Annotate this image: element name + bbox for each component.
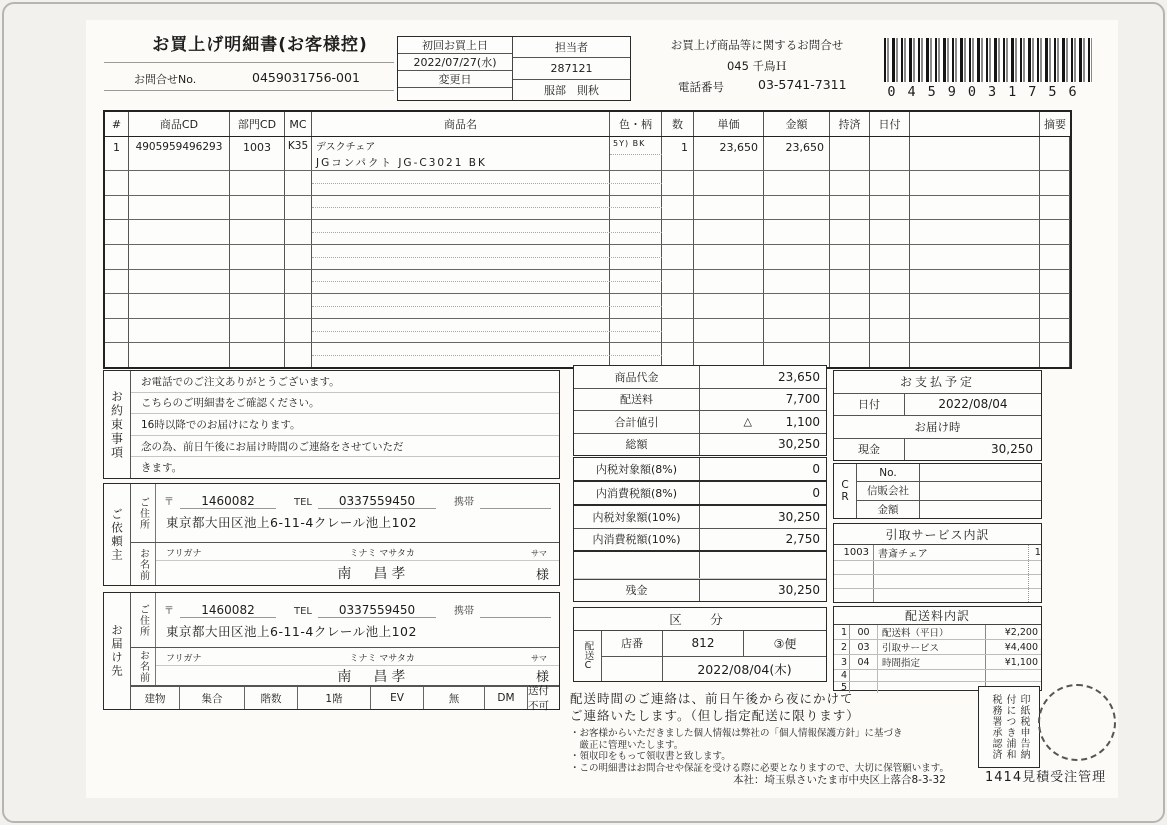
table-cell — [1040, 343, 1070, 367]
table-cell: 23,650 — [764, 137, 830, 170]
tel-label: TEL — [294, 497, 312, 508]
col-header-dept-cd: 部門CD — [230, 112, 285, 136]
zip-label: 〒 — [164, 497, 174, 508]
table-cell — [662, 294, 694, 318]
table-cell — [694, 319, 764, 343]
pickup-row — [834, 561, 1041, 575]
table-cell — [129, 294, 230, 318]
divider — [104, 62, 394, 63]
table-cell — [830, 196, 870, 220]
divider — [104, 90, 394, 91]
cr-company-label: 信販会社 — [857, 482, 920, 499]
category-title: 区 分 — [574, 608, 826, 631]
requester-address: 東京都大田区池上6-11-4クレール池上102 — [166, 515, 417, 530]
table-cell — [694, 196, 764, 220]
phone-number: 03-5741-7311 — [758, 77, 847, 92]
requester-address-label: ご住所 — [131, 484, 156, 542]
table-row — [105, 270, 1070, 295]
tax8-base-value: 0 — [812, 462, 820, 476]
privacy-notes — [570, 728, 980, 774]
table-cell — [830, 220, 870, 244]
credit-box — [833, 463, 1042, 519]
table-cell — [230, 270, 285, 294]
table-row — [105, 137, 1070, 171]
pickup-service-title: 引取サービス内訳 — [834, 524, 1041, 545]
table-cell — [764, 294, 830, 318]
pickup-row: 1003 書斎チェア 1 — [834, 545, 1041, 561]
table-row — [105, 196, 1070, 221]
table-cell: 5Y) BK — [610, 137, 662, 170]
change-date-value — [398, 88, 512, 100]
col-header-qty: 数 — [662, 112, 694, 136]
fee-row: 3 04 時間指定 ¥1,100 — [834, 655, 1041, 670]
pickup-service-box — [833, 523, 1042, 603]
table-cell — [129, 245, 230, 269]
payment-date: 2022/08/04 — [938, 397, 1008, 412]
table-cell — [830, 294, 870, 318]
table-cell — [105, 196, 129, 220]
page-title: お買上げ明細書(お客様控) — [152, 35, 368, 55]
table-cell: 4905959496293 — [129, 137, 230, 170]
table-cell — [285, 171, 312, 195]
dotted-divider — [610, 154, 662, 155]
table-cell — [662, 270, 694, 294]
table-cell — [662, 343, 694, 367]
staff-label: 担当者 — [513, 37, 630, 58]
delivery-fee-title: 配送料内訳 — [834, 607, 1041, 625]
pickup-row — [834, 589, 1041, 602]
change-date-label: 変更日 — [398, 71, 512, 88]
table-cell — [285, 319, 312, 343]
table-cell — [105, 171, 129, 195]
requester-name-label: お名前 — [131, 543, 156, 585]
col-header-blank — [910, 112, 1040, 136]
col-header-color: 色・柄 — [610, 112, 662, 136]
discount-label: 合計値引 — [574, 411, 700, 433]
dotted-divider — [312, 207, 662, 208]
delivery-c-label: 配送C — [574, 631, 602, 681]
table-cell — [910, 220, 1040, 244]
tax-stamp-approval-box — [978, 686, 1040, 768]
delivery-furigana: ミナミ マサタカ — [349, 654, 415, 664]
totals-box — [573, 365, 827, 456]
delivery-zip: 1460082 — [180, 603, 276, 618]
dotted-divider — [312, 331, 662, 332]
inquiry-no-label: お問合せNo. — [134, 73, 197, 86]
requester-name: 南 昌孝 — [337, 566, 410, 582]
table-cell — [129, 220, 230, 244]
table-cell — [662, 245, 694, 269]
delivery-name: 南 昌孝 — [337, 668, 410, 685]
table-cell — [764, 270, 830, 294]
table-cell: 23,650 — [694, 137, 764, 170]
table-cell — [1040, 137, 1070, 170]
delivery-fee-rows — [834, 625, 1041, 693]
payment-title: お支払予定 — [834, 371, 1041, 394]
table-cell — [285, 270, 312, 294]
stamp-column: 税務署承認済 — [990, 694, 1001, 760]
tax10-base-label: 内税対象額(10%) — [574, 506, 700, 528]
delivery-bin: ③便 — [773, 636, 797, 651]
contact-store: 045 千鳥Ｈ — [726, 59, 788, 73]
col-header-name: 商品名 — [312, 112, 610, 136]
table-cell — [910, 343, 1040, 367]
table-cell: K35 — [285, 137, 312, 170]
balance-value: 30,250 — [778, 583, 820, 598]
pickup-row — [834, 575, 1041, 589]
building-info-row — [131, 685, 559, 712]
table-row — [105, 319, 1070, 344]
tax-stamp-text — [988, 694, 1030, 760]
table-cell — [105, 220, 129, 244]
requester-zip: 1460082 — [180, 494, 276, 509]
table-cell: デスクチェア JGコンパクト JG-C3021 BK — [312, 137, 610, 170]
col-header-note: 摘要 — [1044, 118, 1066, 131]
table-cell — [285, 343, 312, 367]
tax8-base-box — [573, 457, 827, 481]
table-cell — [764, 171, 830, 195]
tax8-value: 0 — [812, 486, 820, 500]
delivery-time-note-line1: 配送時間のご連絡は、前日午後から夜にかけて — [570, 691, 854, 706]
table-cell — [230, 171, 285, 195]
table-cell — [105, 245, 129, 269]
col-header-amount: 金額 — [764, 112, 830, 136]
grand-total-value: 30,250 — [778, 437, 820, 452]
cr-label: CR — [834, 464, 857, 518]
table-cell — [662, 171, 694, 195]
privacy-note-line: ・この明細書はお問合せや保証を受ける際に必要となりますので、大切に保管願います。 — [570, 762, 950, 774]
table-cell — [830, 270, 870, 294]
table-cell — [694, 294, 764, 318]
table-cell — [910, 245, 1040, 269]
table-cell — [662, 220, 694, 244]
table-row — [105, 294, 1070, 319]
table-cell — [694, 245, 764, 269]
table-cell — [1040, 196, 1070, 220]
table-cell — [105, 343, 129, 367]
table-cell — [870, 220, 910, 244]
delivery-fee-box — [833, 606, 1042, 691]
contact-heading: お買上げ商品等に関するお問合せ — [670, 38, 844, 52]
table-cell — [830, 137, 870, 170]
store-no-value: 812 — [663, 631, 744, 656]
table-cell — [230, 319, 285, 343]
table-cell — [764, 319, 830, 343]
building-cell: EV — [371, 687, 424, 709]
table-cell — [870, 270, 910, 294]
promise-line: きます。 — [141, 462, 183, 475]
requester-honorific: 様 — [535, 567, 549, 583]
table-cell — [830, 319, 870, 343]
delivery-time-note-line2: ご連絡いたします。（但し指定配送に限ります） — [570, 708, 860, 723]
table-cell — [910, 270, 1040, 294]
table-cell — [129, 196, 230, 220]
payment-timing: お届け時 — [834, 416, 1041, 439]
cr-no-value — [920, 464, 1041, 481]
table-cell — [105, 270, 129, 294]
table-cell — [1040, 270, 1070, 294]
table-cell — [285, 196, 312, 220]
minus-triangle-icon: △ — [743, 415, 752, 429]
table-cell — [910, 196, 1040, 220]
barcode-digits: 0459031756 — [887, 84, 1089, 100]
table-cell — [694, 343, 764, 367]
table-cell — [1040, 220, 1070, 244]
table-cell: 1 — [662, 137, 694, 170]
table-cell — [129, 270, 230, 294]
table-cell — [129, 319, 230, 343]
table-cell: 1003 — [230, 137, 285, 170]
dotted-divider — [312, 232, 662, 233]
privacy-note-line: 厳正に管理いたします。 — [570, 739, 684, 751]
cash-value: 30,250 — [991, 442, 1033, 457]
requester-furigana: ミナミ マサタカ — [349, 549, 415, 559]
product-amount-value: 23,650 — [778, 369, 820, 384]
table-cell — [285, 220, 312, 244]
requester-box — [103, 483, 560, 586]
delivery-tel: 0337559450 — [318, 603, 436, 618]
grand-total-label: 総額 — [574, 434, 700, 456]
pickup-service-rows — [834, 545, 1041, 602]
shipping-fee-value: 7,700 — [785, 392, 820, 407]
staff-name: 服部 則秋 — [544, 83, 599, 97]
table-cell — [764, 245, 830, 269]
items-table — [103, 110, 1072, 369]
receipt-stamp-circle — [1038, 684, 1116, 761]
building-cell: 集合 — [180, 687, 245, 709]
table-cell — [105, 294, 129, 318]
table-cell — [910, 171, 1040, 195]
tax10-value: 2,750 — [785, 532, 820, 547]
table-cell — [662, 319, 694, 343]
building-cell: 階数 — [245, 687, 298, 709]
delivery-name-label: お名前 — [131, 648, 156, 685]
requester-tel: 0337559450 — [318, 494, 436, 509]
table-cell — [870, 319, 910, 343]
table-row — [105, 171, 1070, 196]
cr-amount-value — [920, 501, 1041, 518]
table-row — [105, 245, 1070, 270]
table-cell — [105, 319, 129, 343]
promise-line: お電話でのご注文ありがとうございます。 — [131, 371, 559, 393]
table-cell — [694, 171, 764, 195]
table-cell — [910, 137, 1040, 170]
privacy-note-line: ・領収印をもって領収書と致します。 — [570, 751, 731, 762]
table-cell — [830, 171, 870, 195]
inquiry-no-value: 0459031756-001 — [252, 70, 360, 85]
table-cell — [694, 270, 764, 294]
first-purchase-label: 初回お買上日 — [398, 37, 512, 54]
blank-cell — [602, 657, 663, 682]
items-table-body — [105, 137, 1070, 367]
purchase-date-staff-box — [397, 36, 631, 101]
table-cell — [230, 196, 285, 220]
table-cell — [230, 294, 285, 318]
items-table-header — [105, 112, 1070, 137]
col-header-paid: 持済 — [830, 112, 870, 136]
table-cell: 1 — [105, 137, 129, 170]
promise-label: お約束事項 — [104, 371, 131, 478]
table-cell — [764, 343, 830, 367]
col-header-mc: MC — [285, 112, 312, 136]
tax8-box — [573, 481, 827, 505]
table-row — [105, 220, 1070, 245]
promise-line: こちらのご明細書をご確認ください。 — [131, 393, 559, 415]
dotted-divider — [312, 183, 662, 184]
cr-no-label: No. — [857, 464, 920, 481]
table-cell — [764, 220, 830, 244]
barcode-image — [884, 38, 1092, 82]
tax10-base-value: 30,250 — [778, 509, 820, 524]
sama-kana: サマ — [531, 549, 547, 558]
table-cell — [910, 319, 1040, 343]
table-cell — [870, 137, 910, 170]
discount-value: 1,100 — [785, 414, 820, 429]
table-cell — [830, 245, 870, 269]
building-cell: 無 — [424, 687, 485, 709]
dotted-divider — [312, 306, 662, 307]
hq-address: 本社：埼玉県さいたま市中央区上落合8-3-32 — [733, 774, 946, 786]
zip-label: 〒 — [164, 606, 174, 617]
delivery-address-label: ご住所 — [131, 593, 156, 647]
delivery-address: 東京都大田区池上6-11-4クレール池上102 — [166, 624, 417, 639]
fee-row: 2 03 引取サービス ¥4,400 — [834, 640, 1041, 655]
phone-label: 電話番号 — [678, 80, 724, 94]
tax8-label: 内消費税額(8%) — [574, 482, 700, 504]
staff-code: 287121 — [513, 58, 630, 79]
table-cell — [764, 196, 830, 220]
table-cell — [129, 343, 230, 367]
cr-company-value — [920, 482, 1041, 499]
building-cell: 送付不可 — [528, 685, 549, 712]
requester-label: ご依頼主 — [104, 484, 131, 585]
delivery-date: 2022/08/04(木) — [697, 661, 792, 677]
table-cell — [870, 294, 910, 318]
table-cell — [230, 245, 285, 269]
tel-label: TEL — [294, 606, 312, 617]
fee-row: 1 00 配送料（平日） ¥2,200 — [834, 625, 1041, 640]
table-cell — [870, 343, 910, 367]
table-row — [105, 343, 1070, 367]
table-cell — [870, 196, 910, 220]
table-cell — [230, 343, 285, 367]
promise-box — [103, 370, 560, 479]
promise-line: 念の為、前日午後にお届け時間のご連絡をさせていただ — [131, 436, 559, 458]
delivery-to-box — [103, 592, 560, 710]
delivery-honorific: 様 — [535, 670, 549, 685]
payment-date-label: 日付 — [834, 394, 905, 416]
tax10-box — [573, 505, 827, 551]
store-no-label: 店番 — [602, 631, 663, 656]
building-cell: 建物 — [131, 687, 180, 709]
fee-row: 5 — [834, 682, 1041, 693]
table-cell — [870, 245, 910, 269]
table-cell — [910, 294, 1040, 318]
dotted-divider — [312, 281, 662, 282]
table-cell — [662, 196, 694, 220]
category-box — [573, 607, 827, 682]
promise-lines — [131, 371, 559, 478]
col-header-product-cd: 商品CD — [129, 112, 230, 136]
table-cell — [1040, 245, 1070, 269]
dotted-divider — [312, 257, 662, 258]
dotted-divider — [312, 355, 662, 356]
table-cell — [694, 220, 764, 244]
col-header-date: 日付 — [870, 112, 910, 136]
building-cell: 1階 — [298, 687, 371, 709]
table-cell — [1040, 294, 1070, 318]
first-purchase-date: 2022/07/27(水) — [398, 54, 512, 71]
shipping-fee-label: 配送料 — [574, 389, 700, 411]
table-cell — [870, 171, 910, 195]
table-cell — [1040, 319, 1070, 343]
balance-label: 残金 — [574, 580, 700, 601]
doc-code: 1414見積受注管理 — [985, 770, 1107, 785]
promise-line: 16時以降でのお届けになります。 — [131, 414, 559, 436]
fee-row: 4 — [834, 670, 1041, 682]
cash-label: 現金 — [834, 439, 905, 461]
col-header-no: # — [105, 112, 129, 136]
stamp-column: 付につき浦和 — [1004, 694, 1015, 760]
table-cell — [129, 171, 230, 195]
table-cell — [285, 245, 312, 269]
furigana-label: フリガナ — [166, 549, 202, 559]
cr-amount-label: 金額 — [857, 501, 920, 518]
table-cell — [830, 343, 870, 367]
payment-schedule-box — [833, 370, 1042, 461]
sama-kana: サマ — [531, 654, 547, 663]
table-cell — [1040, 171, 1070, 195]
tax8-base-label: 内税対象額(8%) — [574, 458, 700, 480]
table-cell — [230, 220, 285, 244]
blank-cell — [700, 552, 826, 578]
building-cell: DM — [485, 687, 528, 709]
stamp-column: 印紙税申告納 — [1018, 694, 1029, 760]
mobile-label: 携帯 — [454, 497, 474, 508]
balance-box — [573, 551, 827, 602]
delivery-to-label: お届け先 — [104, 593, 131, 709]
mobile-label: 携帯 — [454, 606, 474, 617]
tax10-label: 内消費税額(10%) — [574, 529, 700, 551]
blank-cell — [574, 552, 700, 578]
furigana-label: フリガナ — [166, 654, 202, 664]
table-cell — [285, 294, 312, 318]
col-header-unit-price: 単価 — [694, 112, 764, 136]
privacy-note-line: ・お客様からいただきました個人情報は弊社の「個人情報保護方針」に基づき — [570, 728, 903, 739]
product-amount-label: 商品代金 — [574, 366, 700, 388]
